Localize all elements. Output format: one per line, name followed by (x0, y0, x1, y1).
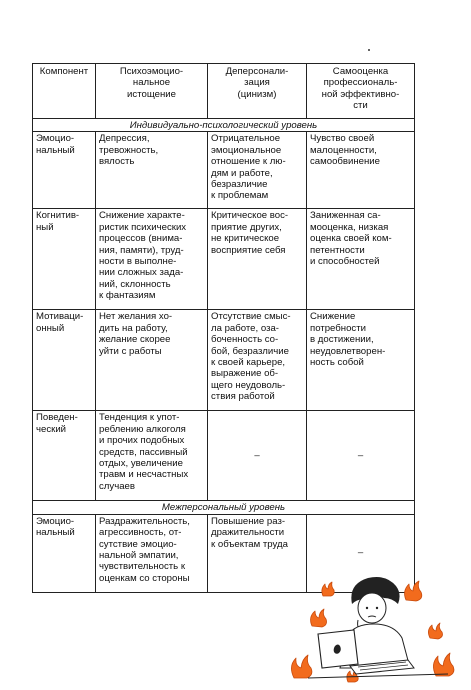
cell-exhaustion: Раздражительность, агрессивность, от- сутствие эмоцио- нальной эмпатии, чувствительность к оценкам со стороны (96, 514, 208, 592)
cell-component: Поведен- ческий (33, 411, 96, 501)
cell-component: Мотиваци- онный (33, 310, 96, 411)
cell-exhaustion: Тенденция к упот- реблению алкоголя и прочих подобных средств, пассивный отдых, увеличение травм и несчастных случаев (96, 411, 208, 501)
cell-cynicism: Критическое вос- приятие других, не критическое восприятие себя (208, 209, 307, 310)
flame-icon (405, 581, 422, 601)
table-row (33, 209, 415, 310)
section-row-interpersonal (33, 501, 415, 514)
header-component: Компонент (33, 64, 96, 119)
cell-efficacy: Чувство своей малоценности, самообвинение (307, 132, 415, 209)
burnout-components-table (32, 63, 415, 593)
cell-component: Эмоцио- нальный (33, 514, 96, 592)
table-row (33, 310, 415, 411)
page-dot (368, 49, 370, 51)
flame-icon (433, 653, 453, 676)
header-row (33, 64, 415, 119)
table-row (33, 132, 415, 209)
header-cynicism: Деперсонали- зация (цинизм) (208, 64, 307, 119)
cell-exhaustion: Нет желания хо- дить на работу, желание скорее уйти с работы (96, 310, 208, 411)
cell-efficacy: – (307, 514, 415, 592)
cell-component: Когнитив- ный (33, 209, 96, 310)
cell-efficacy: – (307, 411, 415, 501)
cell-cynicism: Отрицательное эмоциональное отношение к лю- дям и работе, безразличие к проблемам (208, 132, 307, 209)
section-row-individual (33, 119, 415, 132)
flame-icon (311, 609, 327, 627)
flame-icon (428, 623, 442, 639)
cell-cynicism: – (208, 411, 307, 501)
cell-cynicism: Отсутствие смыс- ла работе, оза- боченность со- бой, безразличие к своей карьере, выражение об- щего неудоволь- ствия работой (208, 310, 307, 411)
cell-exhaustion: Депрессия, тревожность, вялость (96, 132, 208, 209)
face (358, 593, 386, 623)
cell-efficacy: Снижение потребности в достижении, неудовлетворен- ность собой (307, 310, 415, 411)
section-interpersonal: Межперсональный уровень (33, 501, 415, 514)
burnout-illustration (288, 566, 460, 686)
section-individual: Индивидуально-психологический уровень (33, 119, 415, 132)
table-row (33, 411, 415, 501)
header-exhaustion: Психоэмоцио- нальное истощение (96, 64, 208, 119)
header-efficacy: Самооценка профессиональ- ной эффективно- сти (307, 64, 415, 119)
cell-cynicism: Повышение раз- дражительности к объектам труда (208, 514, 307, 592)
cell-exhaustion: Снижение характе- ристик психических процессов (внима- ния, памяти), труд- ности в выполне- нии сложных зада- ний, склонность к фантазиям (96, 209, 208, 310)
flame-icon (322, 582, 334, 596)
cell-efficacy: Заниженная са- мооценка, низкая оценка своей ком- петентности и способностей (307, 209, 415, 310)
cell-component: Эмоцио- нальный (33, 132, 96, 209)
flame-icon (291, 655, 311, 678)
